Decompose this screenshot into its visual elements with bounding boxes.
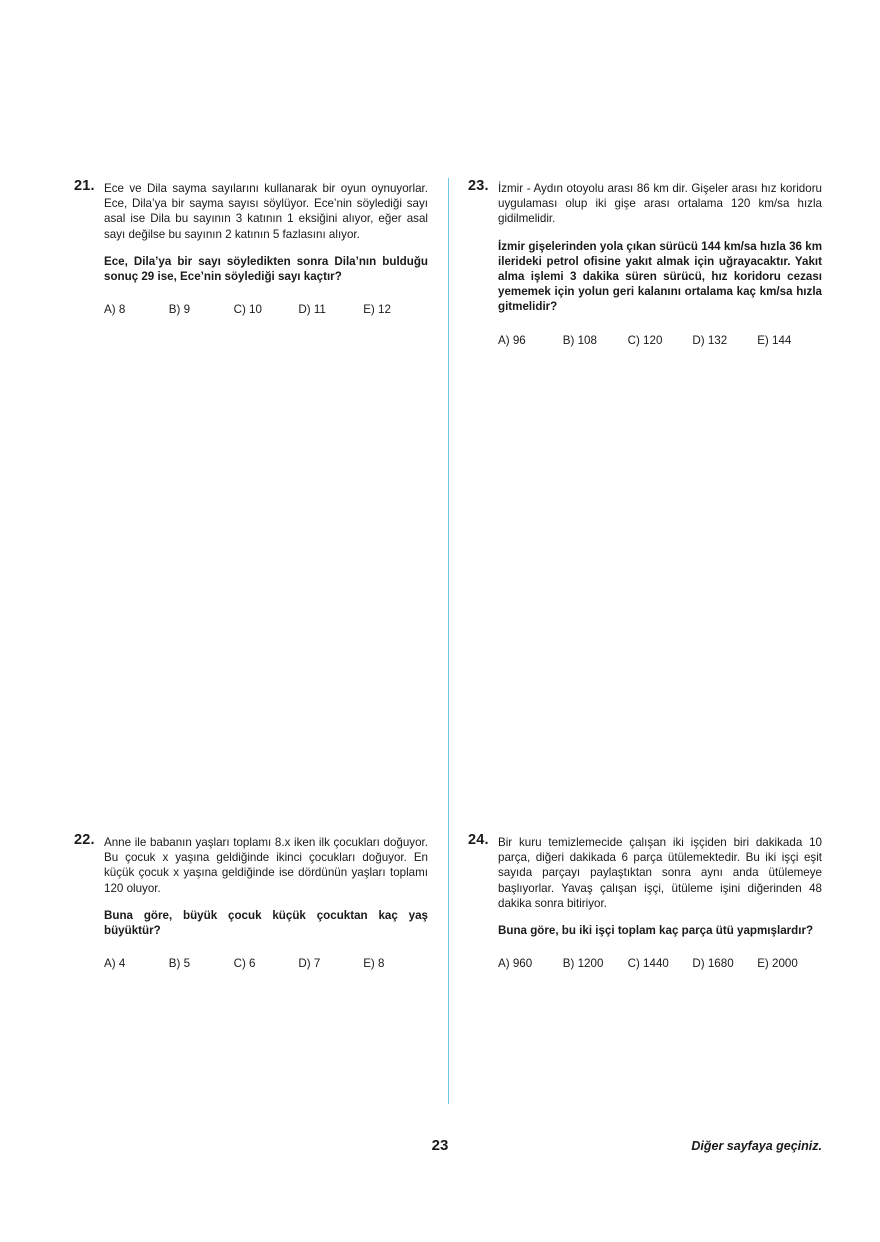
question-21 bbox=[74, 178, 428, 317]
question-stem: Bir kuru temizlemecide çalışan iki işçiden biri dakikada 10 parça, diğeri dakikada 6 parça ütülemektedir. Bu iki işçi eşit sayıda parçayı paylaştıktan sonra aynı anda ütülemeye başlıyorlar. Yavaş çalışan işçi, ütüleme işini diğerinden 48 dakika sonra bitiriyor. bbox=[498, 836, 822, 910]
question-prompt: Buna göre, bu iki işçi toplam kaç parça ütü yapmışlardır? bbox=[498, 924, 814, 938]
answer-choices bbox=[498, 333, 822, 348]
choice-b[interactable]: B) 108 bbox=[562, 333, 597, 347]
question-number: 22. bbox=[74, 832, 95, 848]
answer-choices bbox=[104, 302, 428, 317]
choice-a[interactable]: A) 8 bbox=[104, 303, 126, 317]
question-number: 23. bbox=[468, 178, 489, 194]
question-stem: Anne ile babanın yaşları toplamı 8.x iken ilk çocukları doğuyor. Bu çocuk x yaşına geldiğinde ikinci çocukları doğuyor. En küçük çocuk x yaşına geldiğinde ise dördünün yaşları toplamı 120 oluyor. bbox=[104, 836, 428, 895]
choice-a[interactable]: A) 4 bbox=[104, 957, 126, 971]
choice-b[interactable]: B) 1200 bbox=[562, 957, 604, 971]
column-divider bbox=[448, 178, 449, 1104]
page-number: 23 bbox=[431, 1137, 449, 1154]
answer-choices bbox=[104, 956, 428, 971]
question-number: 24. bbox=[468, 832, 489, 848]
choice-e[interactable]: E) 8 bbox=[363, 957, 385, 971]
choice-b[interactable]: B) 5 bbox=[168, 957, 191, 971]
choice-e[interactable]: E) 2000 bbox=[757, 957, 798, 971]
choice-d[interactable]: D) 7 bbox=[298, 957, 321, 971]
choice-c[interactable]: C) 6 bbox=[233, 957, 256, 971]
question-stem: Ece ve Dila sayma sayılarını kullanarak bir oyun oynuyorlar. Ece, Dila’ya bir sayma sayısı söylüyor. Ece’nin söylediği sayı asal ise Dila bu sayının 3 katının 1 eksiğini alıyor, eğer asal sayı değilse bu sayının 2 katının 5 fazlasını alıyor. bbox=[104, 182, 428, 241]
choice-c[interactable]: C) 1440 bbox=[627, 957, 669, 971]
choice-a[interactable]: A) 960 bbox=[498, 957, 533, 971]
choice-e[interactable]: E) 144 bbox=[757, 333, 792, 347]
question-24 bbox=[468, 832, 822, 971]
question-22 bbox=[74, 832, 428, 971]
question-23 bbox=[468, 178, 822, 348]
question-prompt: İzmir gişelerinden yola çıkan sürücü 144 km/sa hızla 36 km ilerideki petrol ofisine yakıt almak için uğrayacaktır. Yakıt alma işlemi 3 dakika süren sürücü, hız koridoru cezası yememek için yolun geri kalanını ortalama kaç km/sa hızla gitmelidir? bbox=[498, 239, 822, 314]
choice-d[interactable]: D) 132 bbox=[692, 333, 728, 347]
choice-e[interactable]: E) 12 bbox=[363, 303, 391, 317]
question-number: 21. bbox=[74, 178, 95, 194]
choice-a[interactable]: A) 96 bbox=[498, 333, 526, 347]
choice-d[interactable]: D) 11 bbox=[298, 303, 326, 317]
choice-d[interactable]: D) 1680 bbox=[692, 957, 734, 971]
choice-c[interactable]: C) 10 bbox=[233, 303, 262, 317]
question-prompt: Buna göre, büyük çocuk küçük çocuktan kaç yaş büyüktür? bbox=[104, 908, 428, 938]
next-page-notice: Diğer sayfaya geçiniz. bbox=[691, 1139, 822, 1153]
choice-c[interactable]: C) 120 bbox=[627, 333, 663, 347]
question-prompt: Ece, Dila’ya bir sayı söyledikten sonra Dila’nın bulduğu sonuç 29 ise, Ece’nin söylediği sayı kaçtır? bbox=[104, 254, 428, 284]
answer-choices bbox=[498, 956, 822, 971]
question-stem: İzmir - Aydın otoyolu arası 86 km dir. Gişeler arası hız koridoru uygulaması olup iki gişe arası ortalama 120 km/sa hızla gidilmelidir. bbox=[498, 182, 822, 226]
choice-b[interactable]: B) 9 bbox=[168, 303, 191, 317]
